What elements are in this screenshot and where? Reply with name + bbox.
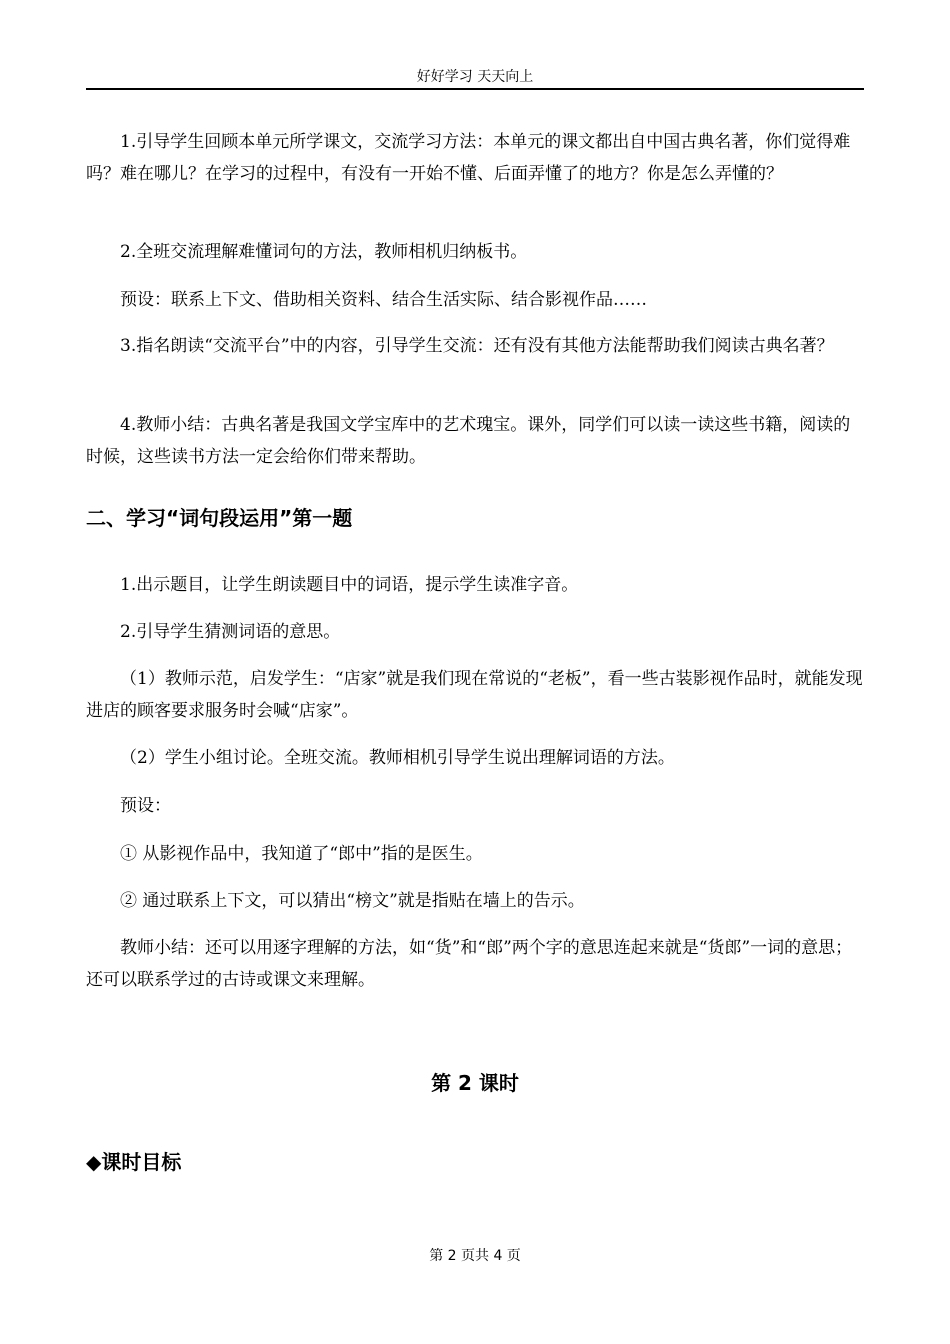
paragraph-review-methods: 1.引导学生回顾本单元所学课文，交流学习方法：本单元的课文都出自中国古典名著，你们觉得难吗？难在哪儿？在学习的过程中，有没有一开始不懂、后面弄懂了的地方？你是怎么弄懂的？ (86, 132, 851, 184)
lesson-goal-heading: ◆课时目标 (86, 1150, 182, 1174)
paragraph-class-exchange: 2.全班交流理解难懂词句的方法，教师相机归纳板书。 (120, 242, 528, 262)
paragraph-teacher-summary: 4.教师小结：古典名著是我国文学宝库中的艺术瑰宝。课外，同学们可以读一读这些书籍，阅读的时候，这些读书方法一定会给你们带来帮助。 (86, 415, 851, 467)
paragraph-preset: 预设：联系上下文、借助相关资料、结合生活实际、结合影视作品…… (120, 290, 647, 310)
page-header: 好好学习 天天向上 (86, 66, 864, 90)
paragraph-teacher-conclusion: 教师小结：还可以用逐字理解的方法，如“货”和“郎”两个字的意思连起来就是“货郎”一词的意思；还可以联系学过的古诗或课文来理解。 (86, 938, 853, 990)
paragraph-preset-item-1: ① 从影视作品中，我知道了“郎中”指的是医生。 (120, 844, 483, 864)
paragraph-guess-meaning: 2.引导学生猜测词语的意思。 (120, 622, 341, 642)
paragraph-group-discussion: （2）学生小组讨论。全班交流。教师相机引导学生说出理解词语的方法。 (120, 748, 675, 768)
section-heading-word-usage: 二、学习“词句段运用”第一题 (86, 506, 353, 530)
paragraph-preset-item-2: ② 通过联系上下文，可以猜出“榜文”就是指贴在墙上的告示。 (120, 891, 585, 911)
lesson-title: 第 2 课时 (431, 1071, 519, 1095)
page-footer: 第 2 页共 4 页 (429, 1248, 521, 1264)
paragraph-preset-label: 预设： (120, 796, 171, 816)
paragraph-show-question: 1.出示题目，让学生朗读题目中的词语，提示学生读准字音。 (120, 575, 579, 595)
paragraph-read-platform: 3.指名朗读“交流平台”中的内容，引导学生交流：还有没有其他方法能帮助我们阅读古典名著？ (120, 336, 834, 356)
paragraph-teacher-demo: （1）教师示范，启发学生：“店家”就是我们现在常说的“老板”，看一些古装影视作品时，就能发现进店的顾客要求服务时会喊“店家”。 (86, 669, 863, 721)
